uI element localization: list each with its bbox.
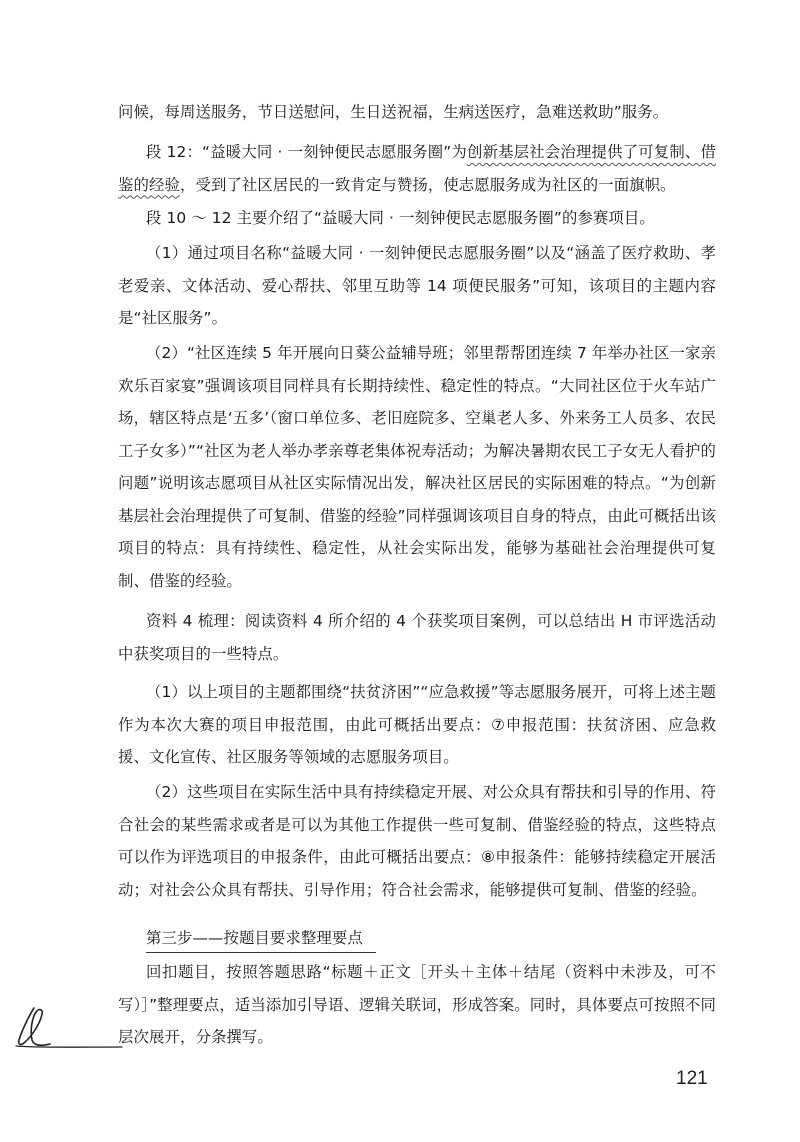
- section-12-suffix: ，受到了社区居民的一致肯定与赞扬，使志愿服务成为社区的一面旗帜。: [179, 175, 676, 194]
- page-number: 121: [676, 1068, 708, 1089]
- heading-step-three: 第三步——按题目要求整理要点: [146, 929, 363, 947]
- paragraph-material-4: 资料 4 梳理：阅读资料 4 所介绍的 4 个获奖项目案例，可以总结出 H 市评选活动中获奖项目的一些特点。: [118, 612, 716, 663]
- paragraph-material-4-point-2: （2）这些项目在实际生活中具有持续稳定开展、对公众具有帮扶和引导的作用、符合社会的某些需求或者是可以为其他工作提供一些可复制、借鉴经验的特点，这些特点可以作为评选项目的申报条件，由此可概括出要点：⑧申报条件：能够持续稳定开展活动；对社会公众具有帮扶、引导作用；符合社会需求，能够提供可复制、借鉴的经验。: [118, 783, 716, 899]
- paragraph-section-10-12-summary: 段 10 ～ 12 主要介绍了“益暖大同 · 一刻钟便民志愿服务圈”的参赛项目。: [146, 209, 655, 227]
- paragraph-point-1-theme: （1）通过项目名称“益暖大同 · 一刻钟便民志愿服务圈”以及“涵盖了医疗救助、孝老爱亲、文体活动、爱心帮扶、邻里互助等 14 项便民服务”可知，该项目的主题内容是“社区服务”。: [118, 244, 716, 327]
- handwritten-mark-icon: [10, 1000, 140, 1060]
- section-12-underlined-phrase: 创新基层社会治理提供了可复制、借鉴的经验: [118, 143, 716, 194]
- paragraph-point-2-features: （2）“社区连续 5 年开展向日葵公益辅导班；邻里帮帮团连续 7 年举办社区一家亲欢乐百家宴”强调该项目同样具有长期持续性、稳定性的特点。“大同社区位于火车站广场，辖区特点是‘五多’（窗口单位多、老旧庭院多、空巢老人多、外来务工人员多、农民工子女多）”“社区为老人举办孝亲尊老集体祝寿活动；为解决暑期农民工子女无人看护的问题”说明该志愿项目从社区实际情况出发，解决社区居民的实际困难的特点。“为创新基层社会治理提供了可复制、借鉴的经验”同样强调该项目自身的特点，由此可概括出该项目的特点：具有持续性、稳定性，从社会实际出发，能够为基础社会治理提供可复制、借鉴的经验。: [118, 344, 716, 590]
- section-12-prefix: 段 12：“益暖大同 · 一刻钟便民志愿服务圈”为: [146, 143, 467, 161]
- paragraph-organize-answer: 回扣题目，按照答题思路“标题＋正文［开头＋主体＋结尾（资料中未涉及，可不写）］”整理要点，适当添加引导语、逻辑关联词，形成答案。同时，具体要点可按照不同层次展开，分条撰写。: [118, 963, 716, 1046]
- paragraph-material-4-point-1: （1）以上项目的主题都围绕“扶贫济困”“应急救援”等志愿服务展开，可将上述主题作为本次大赛的项目申报范围，由此可概括出要点：⑦申报范围：扶贫济困、应急救援、文化宣传、社区服务等领域的志愿服务项目。: [118, 683, 716, 766]
- paragraph-section-12: [118, 136, 716, 201]
- step-three-underline: [146, 952, 376, 953]
- paragraph-service-list: 问候，每周送服务，节日送慰问，生日送祝福，生病送医疗，急难送救助”服务。: [118, 103, 669, 121]
